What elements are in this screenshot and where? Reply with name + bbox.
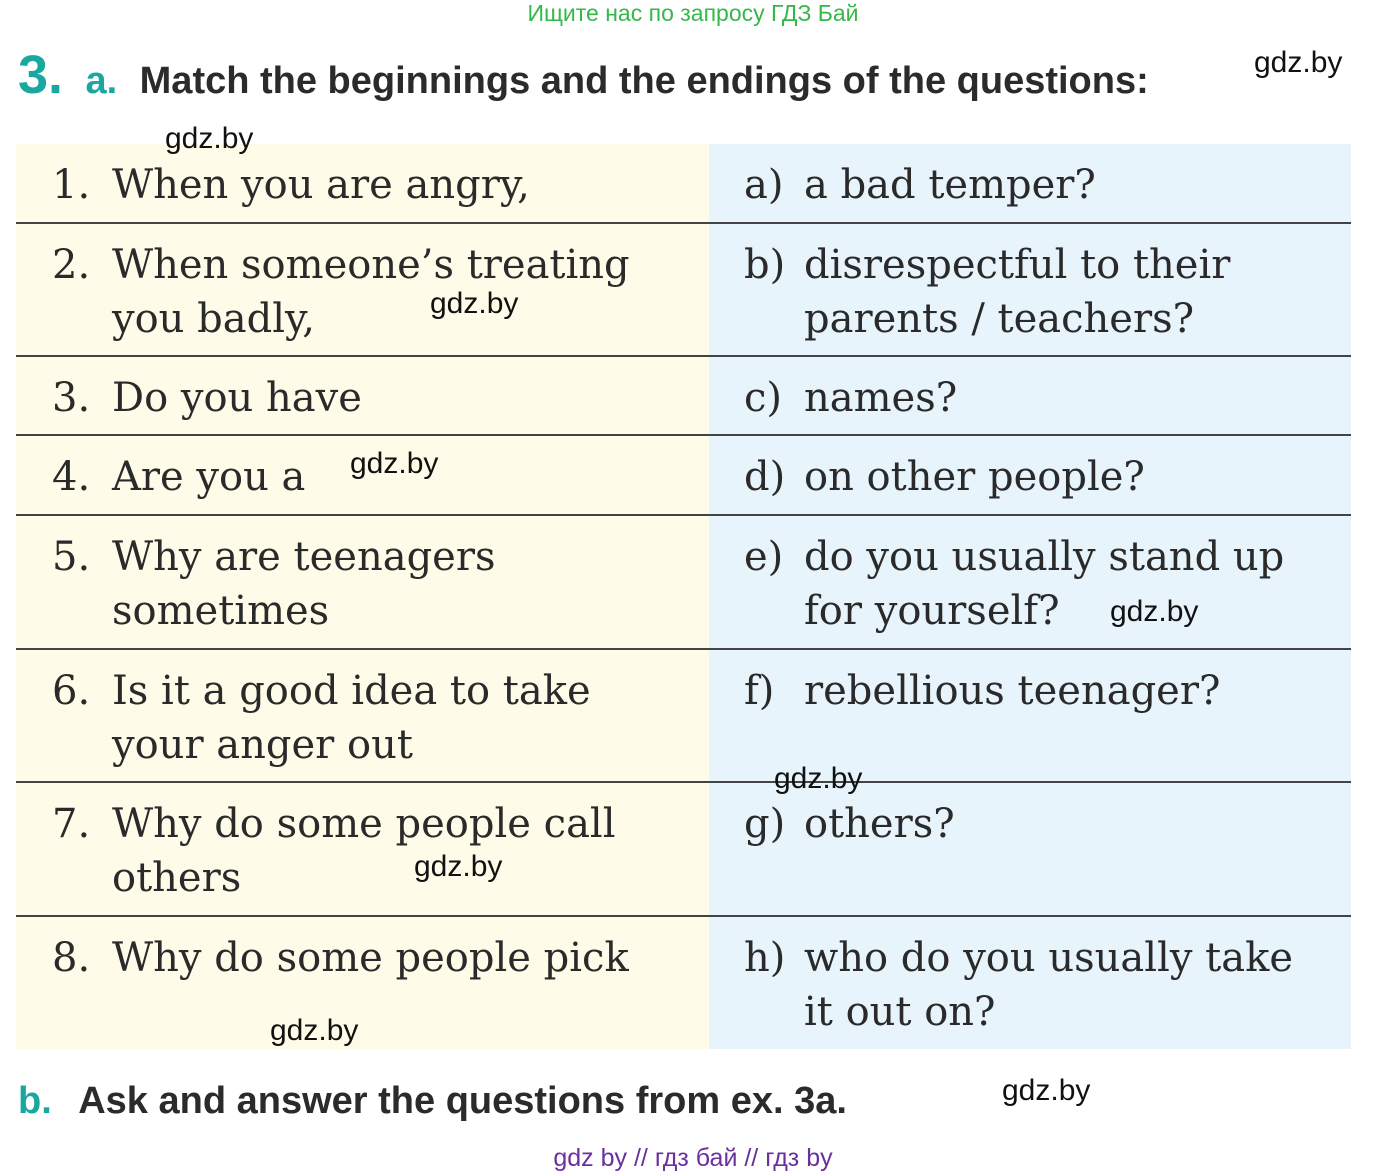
- item-number: 8.: [52, 935, 91, 981]
- watermark: gdz.by: [1002, 1074, 1091, 1107]
- item-text: When someone’s treating you badly,: [112, 242, 630, 342]
- watermark: gdz.by: [350, 447, 439, 480]
- task-part-b: [18, 1080, 847, 1123]
- item-text: Why do some people call others: [112, 801, 616, 901]
- item-text: others?: [804, 801, 955, 847]
- item-number: 6.: [52, 668, 91, 714]
- table-row: [16, 224, 1351, 356]
- left-cell: [16, 357, 709, 435]
- item-letter: g): [744, 801, 786, 847]
- item-number: 5.: [52, 534, 91, 580]
- item-number: 2.: [52, 242, 91, 288]
- task-title: Match the beginnings and the endings of the questions:: [139, 60, 1149, 102]
- item-text: When you are angry,: [112, 162, 530, 208]
- left-cell: [16, 224, 709, 356]
- table-row: [16, 516, 1351, 648]
- top-banner: Ищите нас по запросу ГДЗ Бай: [527, 0, 859, 26]
- table-row: [16, 783, 1351, 915]
- watermark: gdz.by: [414, 850, 503, 883]
- item-text: names?: [804, 375, 958, 421]
- item-letter: h): [744, 935, 786, 981]
- part-b-label: b.: [18, 1080, 52, 1122]
- watermark: gdz.by: [1254, 46, 1343, 79]
- item-text: Do you have: [112, 375, 362, 421]
- watermark: gdz.by: [270, 1014, 359, 1047]
- left-cell: [16, 917, 709, 1049]
- task-heading: [18, 44, 1149, 114]
- item-text: Are you a: [112, 454, 306, 500]
- item-text: do you usually stand up for yourself?: [804, 534, 1285, 634]
- footer-links: gdz by // гдз бай // гдз by: [553, 1144, 833, 1172]
- left-cell: [16, 516, 709, 648]
- item-text: disrespectful to their parents / teachers?: [804, 242, 1231, 342]
- item-text: on other people?: [804, 454, 1145, 500]
- table-row: [16, 357, 1351, 435]
- left-cell: [16, 144, 709, 223]
- left-cell: [16, 650, 709, 781]
- item-letter: d): [744, 454, 786, 500]
- table-row: [16, 144, 1351, 223]
- item-letter: c): [744, 375, 783, 421]
- watermark: gdz.by: [165, 122, 254, 155]
- table-row: [16, 436, 1351, 514]
- part-b-text: Ask and answer the questions from ex. 3a.: [78, 1080, 847, 1122]
- item-letter: f): [744, 668, 775, 714]
- watermark: gdz.by: [430, 287, 519, 320]
- item-text: a bad temper?: [804, 162, 1096, 208]
- item-letter: a): [744, 162, 784, 208]
- item-text: Is it a good idea to take your anger out: [112, 668, 591, 768]
- item-text: Why do some people pick: [112, 935, 629, 981]
- task-part-a-label: a.: [85, 60, 118, 102]
- item-text: who do you usually take it out on?: [804, 935, 1293, 1035]
- left-cell: [16, 783, 709, 915]
- item-number: 7.: [52, 801, 91, 847]
- item-number: 3.: [52, 375, 91, 421]
- item-letter: e): [744, 534, 784, 580]
- task-number: 3.: [18, 45, 64, 105]
- item-number: 4.: [52, 454, 91, 500]
- item-letter: b): [744, 242, 786, 288]
- watermark: gdz.by: [774, 762, 863, 795]
- table-row: [16, 917, 1351, 1049]
- watermark: gdz.by: [1110, 595, 1199, 628]
- item-text: rebellious teenager?: [804, 668, 1221, 714]
- item-number: 1.: [52, 162, 91, 208]
- table-row: [16, 650, 1351, 781]
- item-text: Why are teenagers sometimes: [112, 534, 496, 634]
